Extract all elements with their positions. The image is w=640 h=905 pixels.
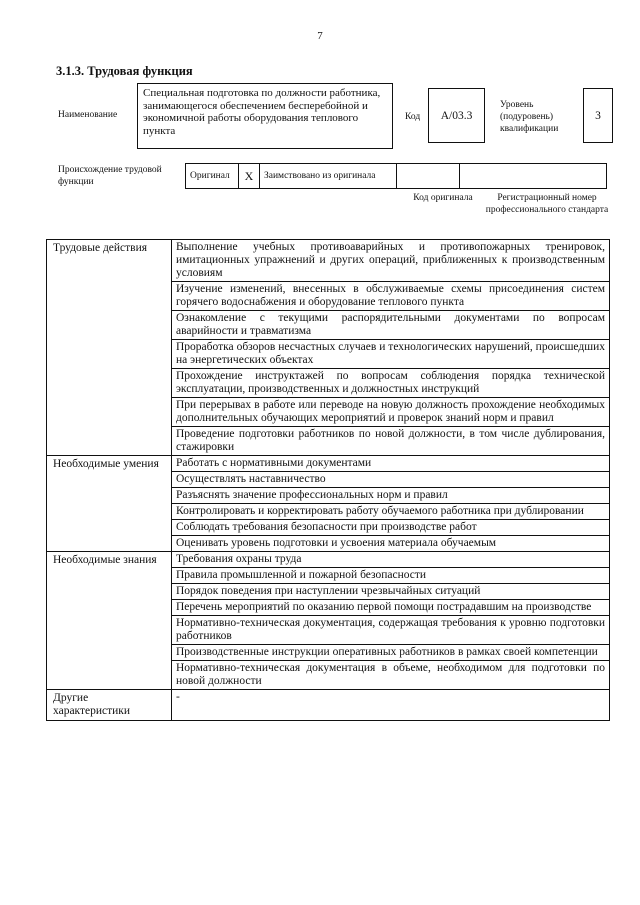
category-cell: Трудовые действия [47, 240, 172, 456]
original-label-cell: Оригинал [185, 163, 239, 189]
table-cell: Проведение подготовки работников по новой должности, в том числе дублирования, стажировки [172, 427, 610, 456]
table-cell: Производственные инструкции оперативных работников в рамках своей компетенции [172, 645, 610, 661]
category-cell: Необходимые знания [47, 552, 172, 690]
table-cell: Проработка обзоров несчастных случаев и технологических нарушений, происшедших на энергетических объектах [172, 340, 610, 369]
table-row [47, 552, 610, 568]
table-cell: Прохождение инструктажей по вопросам соблюдения порядка технической эксплуатации, производственных и должностных инструкций [172, 369, 610, 398]
table-row [47, 456, 610, 472]
page-number: 7 [317, 30, 323, 42]
table-cell: Выполнение учебных противоаварийных и противопожарных тренировок, имитационных упражнений и других операций, приближенных к производственным условиям [172, 240, 610, 282]
table-cell: Работать с нормативными документами [172, 456, 610, 472]
table-cell: Правила промышленной и пожарной безопасности [172, 568, 610, 584]
function-name-box: Специальная подготовка по должности работника, занимающегося обеспечением бесперебойной и экономичной работы оборудования теплового пункта [137, 83, 393, 149]
table-row [47, 240, 610, 282]
table-cell: Соблюдать требования безопасности при производстве работ [172, 520, 610, 536]
table-row [47, 690, 610, 721]
reg-number-cell [459, 163, 607, 189]
labor-function-table [46, 239, 610, 721]
section-title: 3.1.3. Трудовая функция [56, 64, 193, 78]
original-mark-cell: X [238, 163, 260, 189]
table-cell: Порядок поведения при наступлении чрезвычайных ситуаций [172, 584, 610, 600]
table-cell: - [172, 690, 610, 721]
table-cell: Изучение изменений, внесенных в обслуживаемые схемы присоединения систем горячего водоснабжения и оборудование теплового пункта [172, 282, 610, 311]
origin-label: Происхождение трудовой функции [58, 165, 162, 187]
function-code-box: А/03.3 [428, 88, 485, 143]
table-cell: Нормативно-техническая документация, содержащая требования к уровню подготовки работников [172, 616, 610, 645]
code-label: Код [405, 112, 421, 122]
origin-row [185, 163, 607, 189]
table-cell: Осуществлять наставничество [172, 472, 610, 488]
table-cell: Ознакомление с текущими распорядительными документами по вопросам аварийности и травматизма [172, 311, 610, 340]
borrowed-label-cell: Заимствовано из оригинала [259, 163, 397, 189]
original-code-cell [396, 163, 460, 189]
table-cell: Перечень мероприятий по оказанию первой помощи пострадавшим на производстве [172, 600, 610, 616]
qualification-level-box: 3 [583, 88, 613, 143]
table-cell: Оценивать уровень подготовки и усвоения материала обучаемым [172, 536, 610, 552]
original-code-caption: Код оригинала [413, 193, 473, 203]
reg-number-caption: Регистрационный номер профессионального стандарта [485, 193, 609, 215]
category-cell: Необходимые умения [47, 456, 172, 552]
table-cell: Контролировать и корректировать работу обучаемого работника при дублировании [172, 504, 610, 520]
name-label: Наименование [58, 110, 118, 120]
table-cell: Требования охраны труда [172, 552, 610, 568]
table-cell: При перерывах в работе или переводе на новую должность прохождение необходимых дополнительных обучающих мероприятий и проверок знаний норм и правил [172, 398, 610, 427]
table-cell: Разъяснять значение профессиональных норм и правил [172, 488, 610, 504]
table-cell: Нормативно-техническая документация в объеме, необходимом для подготовки по новой должности [172, 661, 610, 690]
level-label: Уровень (подуровень) квалификации [500, 100, 559, 134]
category-cell: Другие характеристики [47, 690, 172, 721]
